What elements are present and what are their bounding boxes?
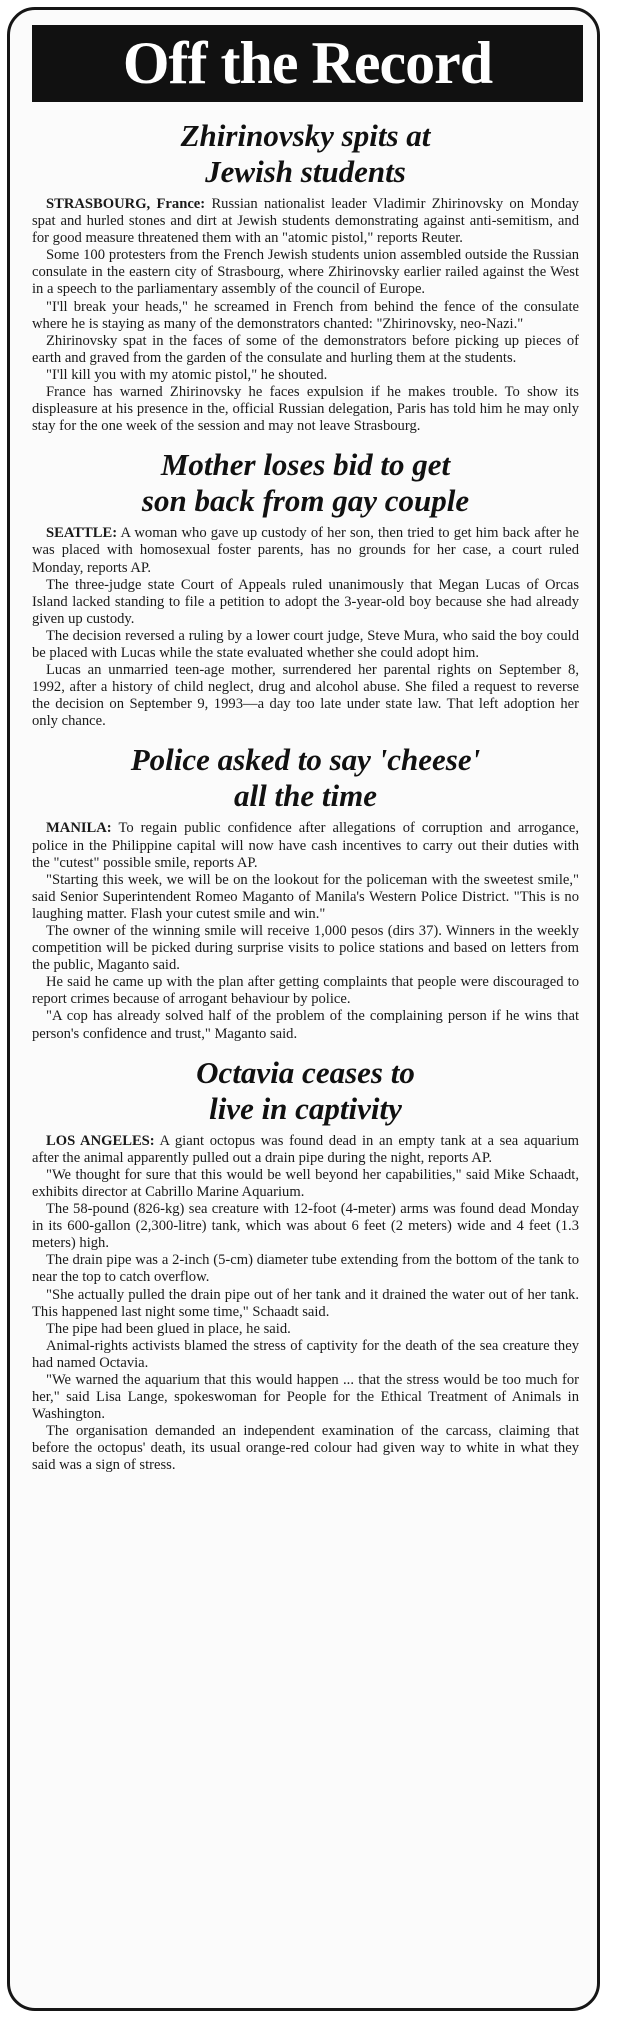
article-octavia bbox=[32, 1055, 579, 1475]
headline-line: live in captivity bbox=[209, 1090, 402, 1126]
article-paragraph: "A cop has already solved half of the problem of the complaining person if he wins that person's confidence and trust," Maganto said. bbox=[32, 1008, 579, 1042]
article-paragraph: "I'll break your heads," he screamed in French from behind the fence of the consulate where he is staying as many of the demonstrators chanted: "Zhirinovsky, neo-Nazi." bbox=[32, 298, 579, 332]
headline-line: Octavia ceases to bbox=[196, 1054, 415, 1090]
headline-line: son back from gay couple bbox=[141, 483, 470, 519]
article-police-cheese bbox=[32, 742, 579, 1042]
article-paragraph: The decision reversed a ruling by a lower court judge, Steve Mura, who said the boy could be placed with Lucas while the state evaluated whether she could adopt him. bbox=[32, 627, 579, 661]
headline-line: all the time bbox=[234, 778, 377, 814]
article-paragraph: The three-judge state Court of Appeals ruled unanimously that Megan Lucas of Orcas Island lacked standing to file a petition to adopt the 3-year-old boy because she had already given up custody. bbox=[32, 576, 579, 627]
article-zhirinovsky bbox=[32, 118, 579, 435]
article-paragraph: Lucas an unmarried teen-age mother, surrendered her parental rights on September 8, 1992, after a history of child neglect, drug and alcohol abuse. She filed a request to reverse the decision on September 9, 1993—a day too late under state law. That left adoption her only chance. bbox=[32, 662, 579, 730]
article-paragraph: The 58-pound (826-kg) sea creature with 12-foot (4-meter) arms was found dead Monday in its 600-gallon (2,300-litre) tank, which was about 6 feet (2 meters) wide and 4 feet (1.3 meters) high. bbox=[32, 1201, 579, 1252]
article-paragraph: The drain pipe was a 2-inch (5-cm) diameter tube extending from the bottom of the tank to near the top to catch overflow. bbox=[32, 1252, 579, 1286]
article-paragraph: Zhirinovsky spat in the faces of some of the demonstrators before picking up pieces of earth and graved from the garden of the consulate and hurling them at the students. bbox=[32, 332, 579, 366]
article-column bbox=[32, 118, 579, 1487]
article-paragraph: "She actually pulled the drain pipe out of her tank and it drained the water out of her tank. This happened last night some time," Schaadt said. bbox=[32, 1286, 579, 1320]
section-banner: Off the Record bbox=[32, 25, 583, 102]
article-paragraph: "We thought for sure that this would be well beyond her capabilities," said Mike Schaadt, exhibits director at Cabrillo Marine Aquarium. bbox=[32, 1166, 579, 1200]
article-paragraph: The organisation demanded an independent examination of the carcass, claiming that before the octopus' death, its usual orange-red colour had given way to white in what they said was a sign of stress. bbox=[32, 1423, 579, 1474]
article-headline bbox=[32, 742, 579, 814]
article-paragraph: LOS ANGELES: A giant octopus was found dead in an empty tank at a sea aquarium after the animal apparently pulled out a drain pipe during the night, reports AP. bbox=[32, 1132, 579, 1166]
dateline: SEATTLE: bbox=[46, 525, 118, 542]
article-paragraph: "I'll kill you with my atomic pistol," he shouted. bbox=[46, 366, 328, 383]
article-paragraph: "We warned the aquarium that this would happen ... that the stress would be too much for her," said Lisa Lange, spokeswoman for People for the Ethical Treatment of Animals in Washington. bbox=[32, 1371, 579, 1423]
article-headline bbox=[32, 1055, 579, 1127]
headline-line: Mother loses bid to get bbox=[160, 447, 451, 483]
article-paragraph: Some 100 protesters from the French Jewish students union assembled outside the Russian consulate in the eastern city of Strasbourg, where Zhirinovsky earlier railed against the West in a speech to the parliamentary assembly of the council of Europe. bbox=[32, 247, 579, 298]
article-paragraph: STRASBOURG, France: Russian nationalist leader Vladimir Zhirinovsky on Monday spat and hurled stones and dirt at Jewish students demonstrating against anti-semitism, and for good measure threatened them with an "atomic pistol," reports Reuter. bbox=[32, 196, 579, 247]
article-paragraph: Animal-rights activists blamed the stress of captivity for the death of the sea creature they had named Octavia. bbox=[32, 1337, 579, 1371]
article-gay-couple bbox=[32, 447, 579, 730]
headline-line: Jewish students bbox=[205, 154, 406, 189]
article-paragraph: The pipe had been glued in place, he said. bbox=[46, 1320, 291, 1337]
article-paragraph: "Starting this week, we will be on the lookout for the policeman with the sweetest smile," said Senior Superintendent Romeo Maganto of Manila's Western Police District. "This is no laughing matter. Flash your cutest smile and win." bbox=[32, 871, 579, 922]
dateline: LOS ANGELES: bbox=[46, 1132, 155, 1149]
headline-line: Zhirinovsky spits at bbox=[180, 118, 431, 153]
dateline: MANILA: bbox=[46, 820, 112, 837]
headline-line: Police asked to say 'cheese' bbox=[130, 742, 481, 778]
dateline: STRASBOURG, France: bbox=[46, 196, 206, 212]
article-paragraph: France has warned Zhirinovsky he faces expulsion if he makes trouble. To show its displeasure at his presence in the, official Russian delegation, Paris has told him he may only stay for the one week of the session and may not leave Strasbourg. bbox=[32, 384, 579, 435]
article-headline bbox=[32, 118, 579, 190]
article-paragraph: SEATTLE: A woman who gave up custody of her son, then tried to get him back after he was placed with homosexual foster parents, has no grounds for her case, a court ruled Monday, reports AP. bbox=[32, 525, 580, 576]
article-paragraph: MANILA: To regain public confidence after allegations of corruption and arrogance, police in the Philippine capital will now have cash incentives to carry out their duties with the "cutest" possible smile, reports AP. bbox=[32, 820, 580, 871]
article-paragraph: He said he came up with the plan after getting complaints that people were discouraged to report crimes because of arrogant behaviour by police. bbox=[32, 974, 579, 1008]
article-paragraph: The owner of the winning smile will receive 1,000 pesos (dirs 37). Winners in the weekly competition will be picked during surprise visits to police stations and based on letters from the public, Maganto said. bbox=[32, 923, 579, 974]
article-headline bbox=[32, 447, 579, 519]
clipping-frame bbox=[7, 7, 600, 2011]
